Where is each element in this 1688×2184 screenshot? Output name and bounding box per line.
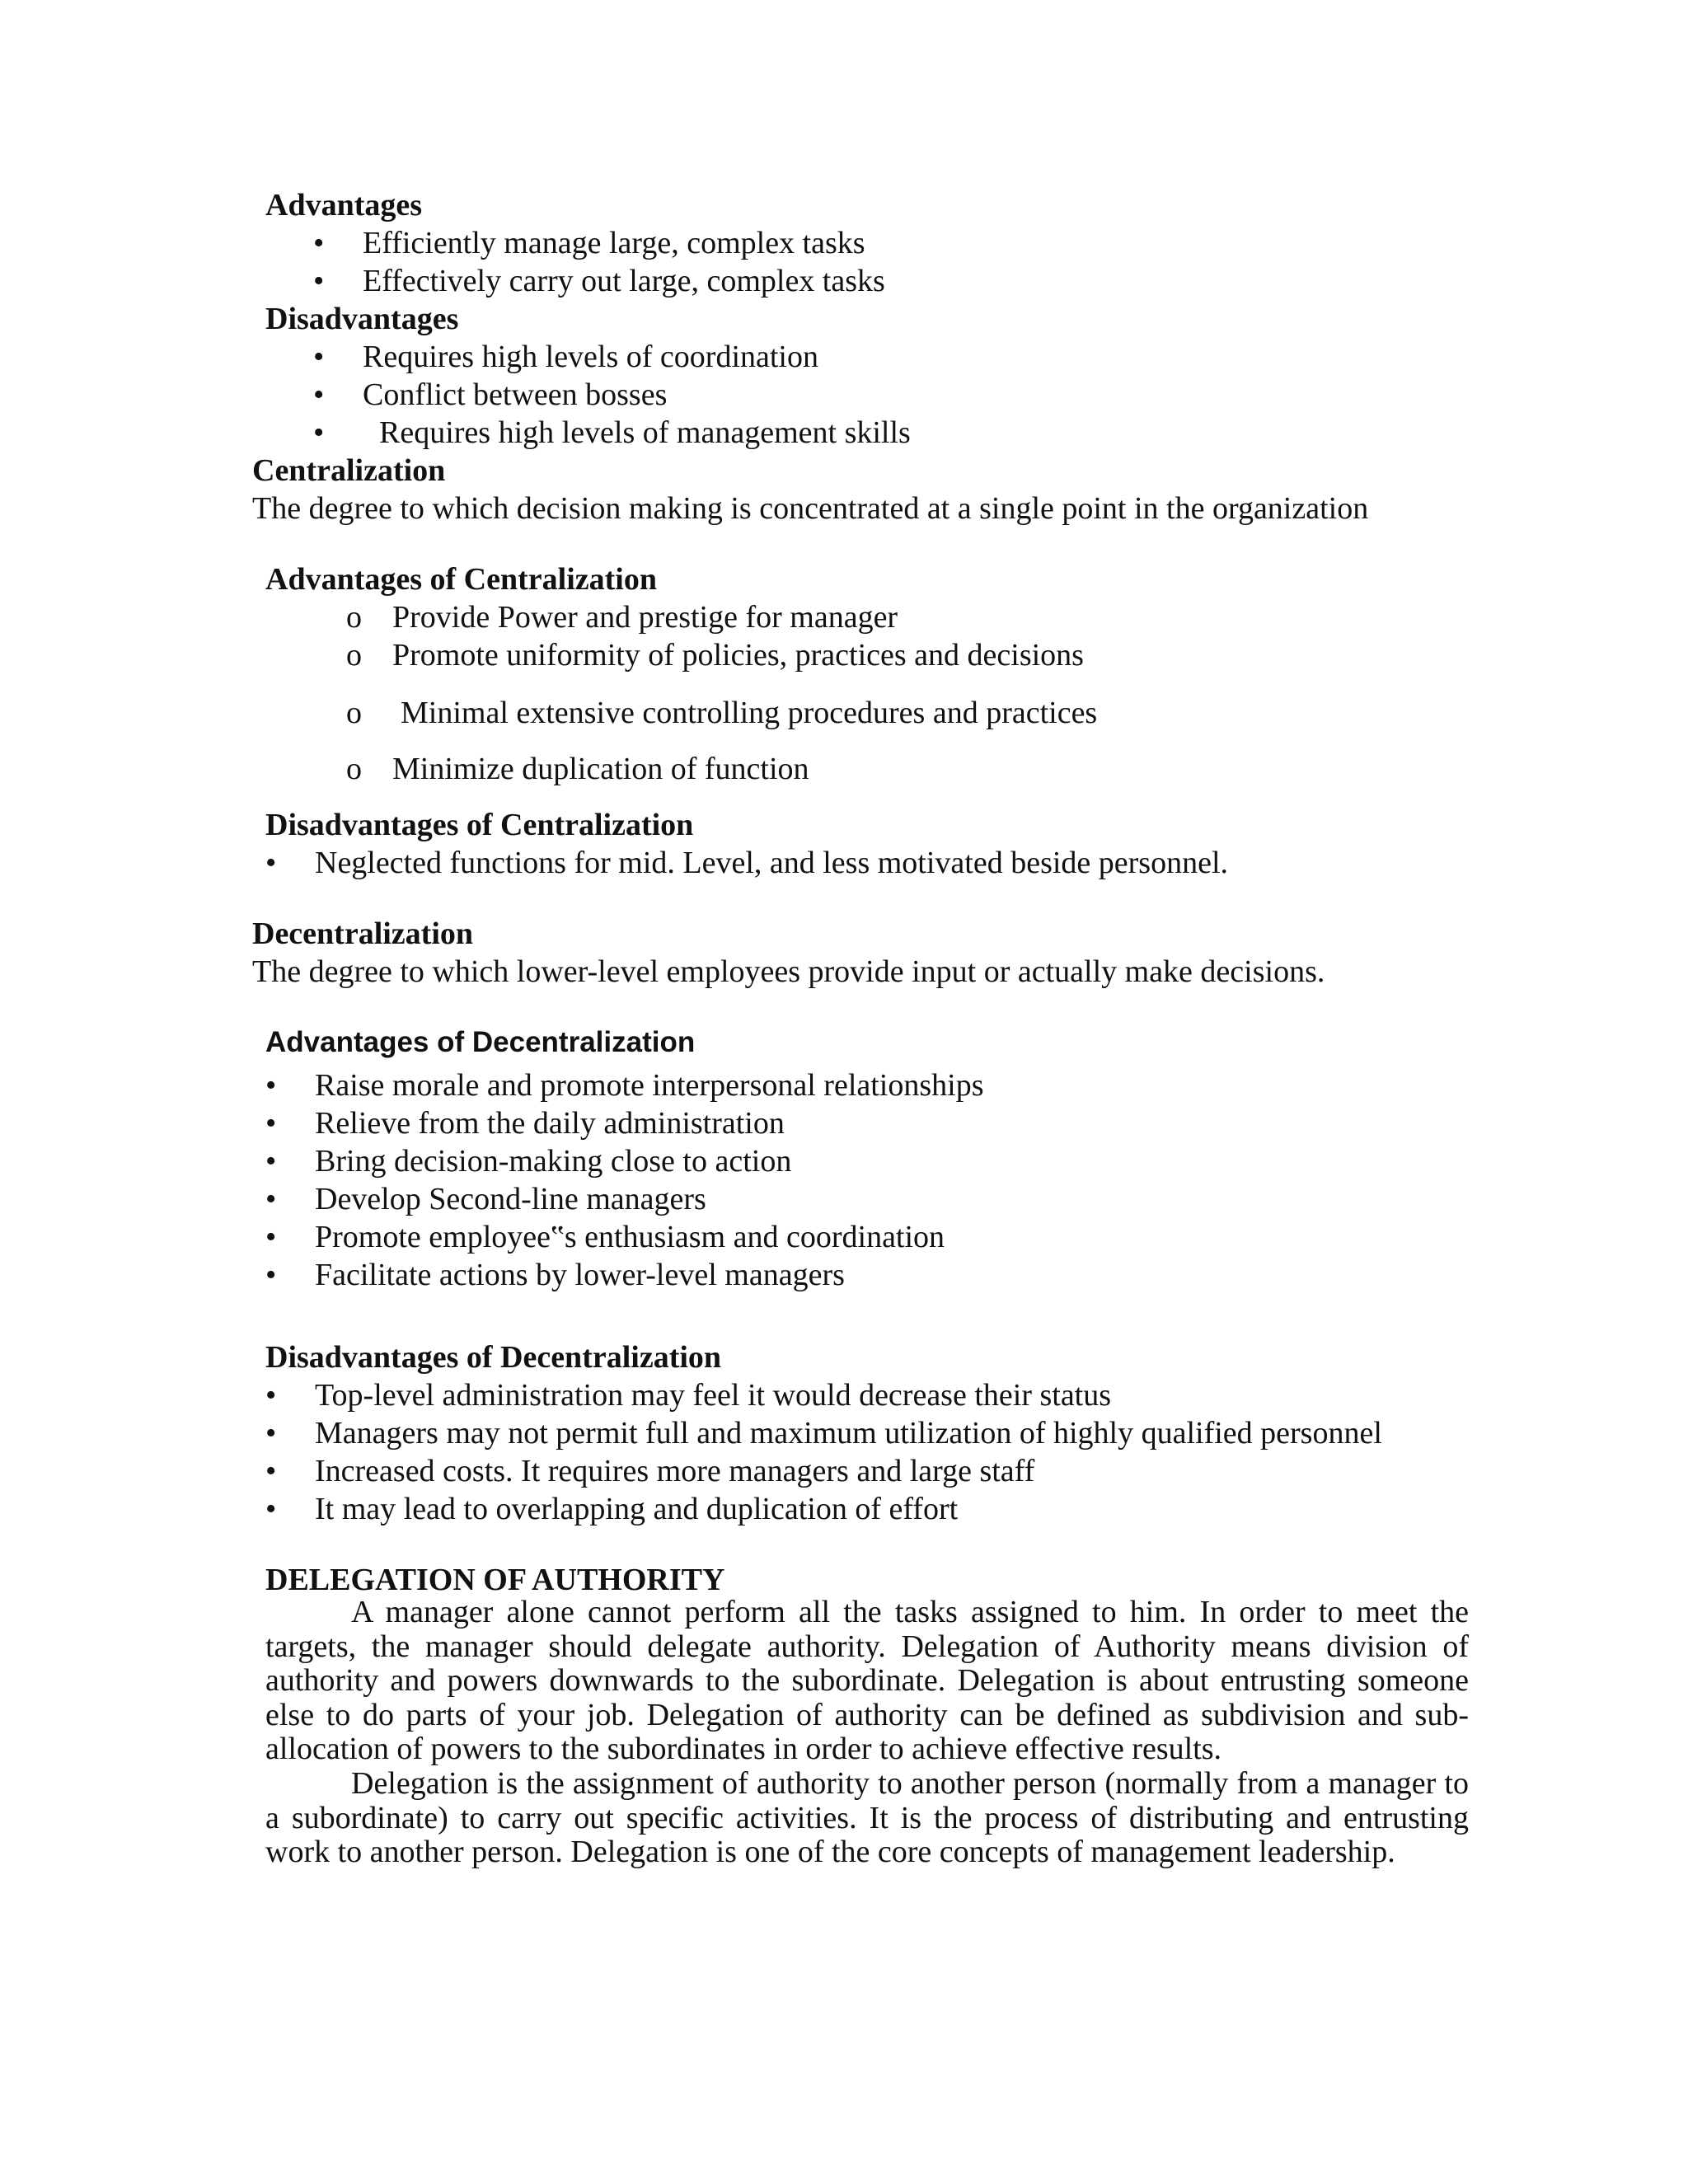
centralization-heading: Centralization bbox=[252, 453, 446, 488]
decentralization-disadvantage-item: Managers may not permit full and maximum utilization of highly qualified personnel bbox=[315, 1416, 1382, 1451]
bullet-icon: • bbox=[265, 1220, 277, 1254]
advantage-item: Effectively carry out large, complex tasks bbox=[363, 264, 885, 298]
circle-bullet-icon: o bbox=[346, 696, 362, 730]
centralization-advantage-item: Minimize duplication of function bbox=[392, 752, 809, 786]
decentralization-advantage-item: Raise morale and promote interpersonal relationships bbox=[315, 1068, 984, 1103]
advantages-heading: Advantages bbox=[265, 188, 423, 223]
bullet-icon: • bbox=[313, 264, 325, 298]
disadvantage-item: Requires high levels of management skills bbox=[379, 415, 911, 450]
bullet-icon: • bbox=[265, 1106, 277, 1141]
bullet-icon: • bbox=[265, 1144, 277, 1179]
bullet-icon: • bbox=[265, 1454, 277, 1488]
bullet-icon: • bbox=[265, 846, 277, 880]
decentralization-disadvantage-item: It may lead to overlapping and duplication of effort bbox=[315, 1492, 959, 1526]
centralization-disadvantage-item: Neglected functions for mid. Level, and less motivated beside personnel. bbox=[315, 846, 1229, 880]
bullet-icon: • bbox=[265, 1182, 277, 1216]
bullet-icon: • bbox=[313, 226, 325, 260]
centralization-advantage-item: Minimal extensive controlling procedures and practices bbox=[401, 696, 1098, 730]
delegation-paragraph: Delegation is the assignment of authority to another person (normally from a manager to a subordinate) to carry out specific activities. It is the process of distributing and entrusting work to another person. Delegation is one of the core concepts of management leadership. bbox=[265, 1766, 1469, 1869]
circle-bullet-icon: o bbox=[346, 600, 362, 635]
delegation-paragraph: A manager alone cannot perform all the tasks assigned to him. In order to meet the targets, the manager should delegate authority. Delegation of Authority means division of authority and powers downwards to the subordinate. Delegation is about entrusting someone else to do parts of your job. Delegation of authority can be defined as subdivision and sub-allocation of powers to the subordinates in order to achieve effective results. bbox=[265, 1595, 1469, 1766]
decentralization-advantage-item: Relieve from the daily administration bbox=[315, 1106, 785, 1141]
disadvantages-heading: Disadvantages bbox=[265, 302, 459, 336]
disadvantage-item: Requires high levels of coordination bbox=[363, 340, 818, 374]
bullet-icon: • bbox=[265, 1416, 277, 1451]
advantage-item: Efficiently manage large, complex tasks bbox=[363, 226, 865, 260]
decentralization-disadvantage-item: Increased costs. It requires more managers and large staff bbox=[315, 1454, 1035, 1488]
disadvantage-item: Conflict between bosses bbox=[363, 377, 668, 412]
bullet-icon: • bbox=[313, 340, 325, 374]
decentralization-disadvantages-heading: Disadvantages of Decentralization bbox=[265, 1340, 722, 1375]
decentralization-advantage-item: Bring decision-making close to action bbox=[315, 1144, 792, 1179]
centralization-disadvantages-heading: Disadvantages of Centralization bbox=[265, 808, 694, 842]
circle-bullet-icon: o bbox=[346, 752, 362, 786]
centralization-advantage-item: Promote uniformity of policies, practices and decisions bbox=[392, 638, 1084, 673]
centralization-advantages-heading: Advantages of Centralization bbox=[265, 562, 657, 597]
centralization-advantage-item: Provide Power and prestige for manager bbox=[392, 600, 898, 635]
bullet-icon: • bbox=[265, 1068, 277, 1103]
bullet-icon: • bbox=[265, 1492, 277, 1526]
decentralization-advantage-item: Facilitate actions by lower-level managers bbox=[315, 1258, 845, 1292]
delegation-heading: DELEGATION OF AUTHORITY bbox=[265, 1563, 725, 1597]
decentralization-disadvantage-item: Top-level administration may feel it would decrease their status bbox=[315, 1378, 1112, 1413]
decentralization-advantage-item: Develop Second-line managers bbox=[315, 1182, 706, 1216]
decentralization-advantage-item: Promote employee‟s enthusiasm and coordination bbox=[315, 1220, 945, 1254]
decentralization-advantages-heading: Advantages of Decentralization bbox=[265, 1026, 696, 1058]
centralization-definition: The degree to which decision making is concentrated at a single point in the organization bbox=[252, 491, 1369, 526]
bullet-icon: • bbox=[313, 415, 325, 450]
circle-bullet-icon: o bbox=[346, 638, 362, 673]
decentralization-definition: The degree to which lower-level employees provide input or actually make decisions. bbox=[252, 954, 1325, 989]
bullet-icon: • bbox=[265, 1258, 277, 1292]
bullet-icon: • bbox=[313, 377, 325, 412]
decentralization-heading: Decentralization bbox=[252, 916, 474, 951]
bullet-icon: • bbox=[265, 1378, 277, 1413]
